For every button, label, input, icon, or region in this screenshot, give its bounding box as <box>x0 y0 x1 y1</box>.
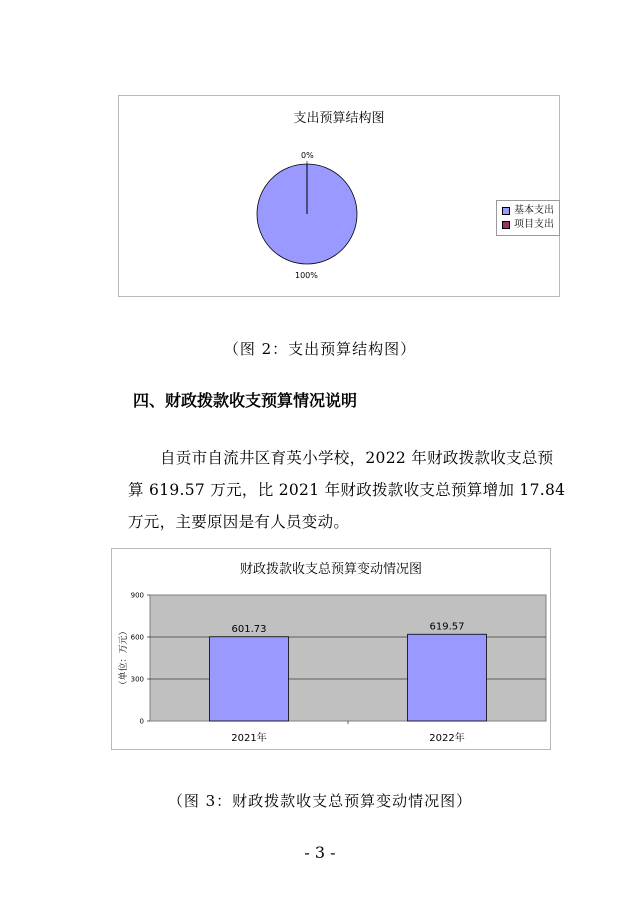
bar-chart-title: 财政拨款收支总预算变动情况图 <box>239 562 422 577</box>
paragraph-line-1: 自贡市自流井区育英小学校，2022 年财政拨款收支总预 <box>160 449 554 467</box>
bar-value-label: 619.57 <box>429 621 465 633</box>
x-tick-label: 2021年 <box>231 733 267 744</box>
pie-chart <box>119 96 559 296</box>
pie-label-bottom: 100% <box>295 271 318 280</box>
y-tick-label: 300 <box>130 675 144 684</box>
legend-item-basic <box>502 204 554 218</box>
bar-2021年 <box>210 637 289 721</box>
pie-chart-title: 支出预算结构图 <box>293 111 385 126</box>
y-axis-label: （单位：万元） <box>119 626 129 690</box>
page-number: - 3 - <box>304 843 336 862</box>
bar-2022年 <box>408 634 487 721</box>
legend-label-basic: 基本支出 <box>514 205 554 216</box>
pie-label-top: 0% <box>301 151 314 160</box>
bar-value-label: 601.73 <box>231 623 267 635</box>
pie-legend <box>496 200 560 236</box>
legend-label-project: 项目支出 <box>514 219 554 230</box>
legend-swatch-project <box>502 221 510 229</box>
pie-chart-frame <box>118 95 560 297</box>
y-tick-label: 0 <box>139 717 144 726</box>
y-tick-label: 900 <box>130 591 144 600</box>
bar-chart <box>112 549 550 749</box>
legend-item-project <box>502 218 554 232</box>
section-heading: 四、财政拨款收支预算情况说明 <box>133 391 358 410</box>
x-tick-label: 2022年 <box>429 733 465 744</box>
bar-chart-frame <box>111 548 551 750</box>
y-tick-label: 600 <box>130 633 144 642</box>
paragraph-line-3: 万元，主要原因是有人员变动。 <box>128 513 350 531</box>
caption-figure-2: （图 2：支出预算结构图） <box>223 340 417 358</box>
paragraph-line-2: 算 619.57 万元，比 2021 年财政拨款收支总预算增加 17.84 <box>128 481 566 499</box>
caption-figure-3: （图 3：财政拨款收支总预算变动情况图） <box>167 792 473 810</box>
legend-swatch-basic <box>502 207 510 215</box>
